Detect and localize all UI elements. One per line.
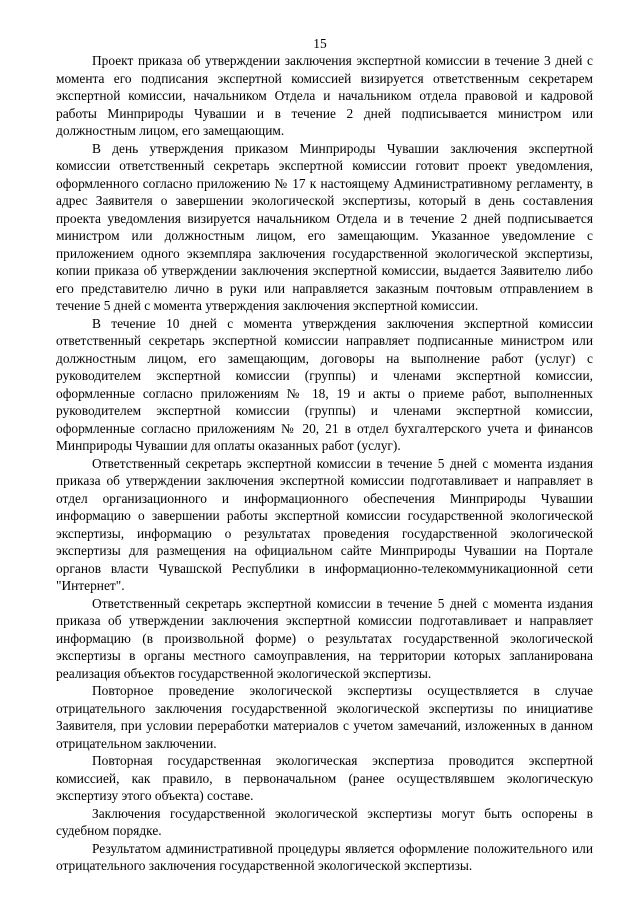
paragraph-appeal: Заключения государственной экологической экспертизы могут быть оспорены в судебном порядке. xyxy=(56,805,593,838)
paragraph-approval-draft: Проект приказа об утверждении заключения экспертной комиссии в течение 3 дней с момента его подписания экспертной комиссией визируется ответственным секретарем экспертной комиссии, начальником Отдела и начальником отдела правовой и кадровой работы Минприроды Чувашии и в течение 2 дней подписывается министром или должностным лицом, его замещающим. xyxy=(56,53,593,138)
paragraph-local-authorities: Ответственный секретарь экспертной комиссии в течение 5 дней с момента издания приказа об утверждении заключения экспертной комиссии подготавливает и направляет информацию (в произвольной форме) о результатах государственной экологической экспертизы в органы местного самоуправления, на территории которых запланирована реализация объектов государственной экологической экспертизы. xyxy=(56,595,593,681)
page-number: 15 xyxy=(313,36,327,51)
paragraph-notification: В день утверждения приказом Минприроды Чувашии заключения экспертной комиссии ответственный секретарь экспертной комиссии готовит проект уведомления, оформленного согласно приложению № 17 к настоящему Административному регламенту, в адрес Заявителя о завершении экологической экспертизы, который в день составления проекта уведомления визируется начальником Отдела и в течение 2 дней подписывается министром или должностным лицом, его замещающим. Указанное уведомление с приложением одного экземпляра заключения государственной экологической экспертизы, копии приказа об утверждении заключения экспертной комиссии, выдается Заявителю либо его представителю лично в руки или направляется заказным почтовым отправлением в течение 5 дней с момента утверждения заключения экспертной комиссии. xyxy=(56,140,593,313)
paragraph-result: Результатом административной процедуры является оформление положительного или отрицательного заключения государственной экологической экспертизы. xyxy=(56,840,593,873)
paragraph-contracts: В течение 10 дней с момента утверждения заключения экспертной комиссии ответственный секретарь экспертной комиссии направляет подписанные министром или должностным лицом, его замещающим, договоры на выполнение работ (услуг) с руководителем экспертной комиссии (группы) и членами экспертной комиссии, оформленные согласно приложениям № 18, 19 и акты о приеме работ, выполненных руководителем экспертной комиссии (группы) и членами экспертной комиссии, оформленные согласно приложениям № 20, 21 в отдел бухгалтерского учета и финансов Минприроды Чувашии для оплаты оказанных работ (услуг). xyxy=(56,315,593,453)
paragraph-repeat-review: Повторное проведение экологической экспертизы осуществляется в случае отрицательного заключения государственной экологической экспертизы по инициативе Заявителя, при условии переработки материалов с учетом замечаний, изложенных в данном отрицательном заключении. xyxy=(56,683,593,751)
document-body xyxy=(56,52,593,875)
paragraph-website-info: Ответственный секретарь экспертной комиссии в течение 5 дней с момента издания приказа об утверждении заключения экспертной комиссии подготавливает и направляет в отдел организационного и информационного обеспечения Минприроды Чувашии информацию о завершении работы экспертной комиссии государственной экологической экспертизы, информацию о результатах проведения государственной экологической экспертизы для размещения на официальном сайте Минприроды Чувашии на Портале органов власти Чувашской Республики в информационно-телекоммуникационной сети "Интернет". xyxy=(56,455,593,593)
paragraph-repeat-commission: Повторная государственная экологическая экспертиза проводится экспертной комиссией, как правило, в первоначальном (ранее осуществлявшем экологическую экспертизу этого объекта) составе. xyxy=(56,753,593,803)
